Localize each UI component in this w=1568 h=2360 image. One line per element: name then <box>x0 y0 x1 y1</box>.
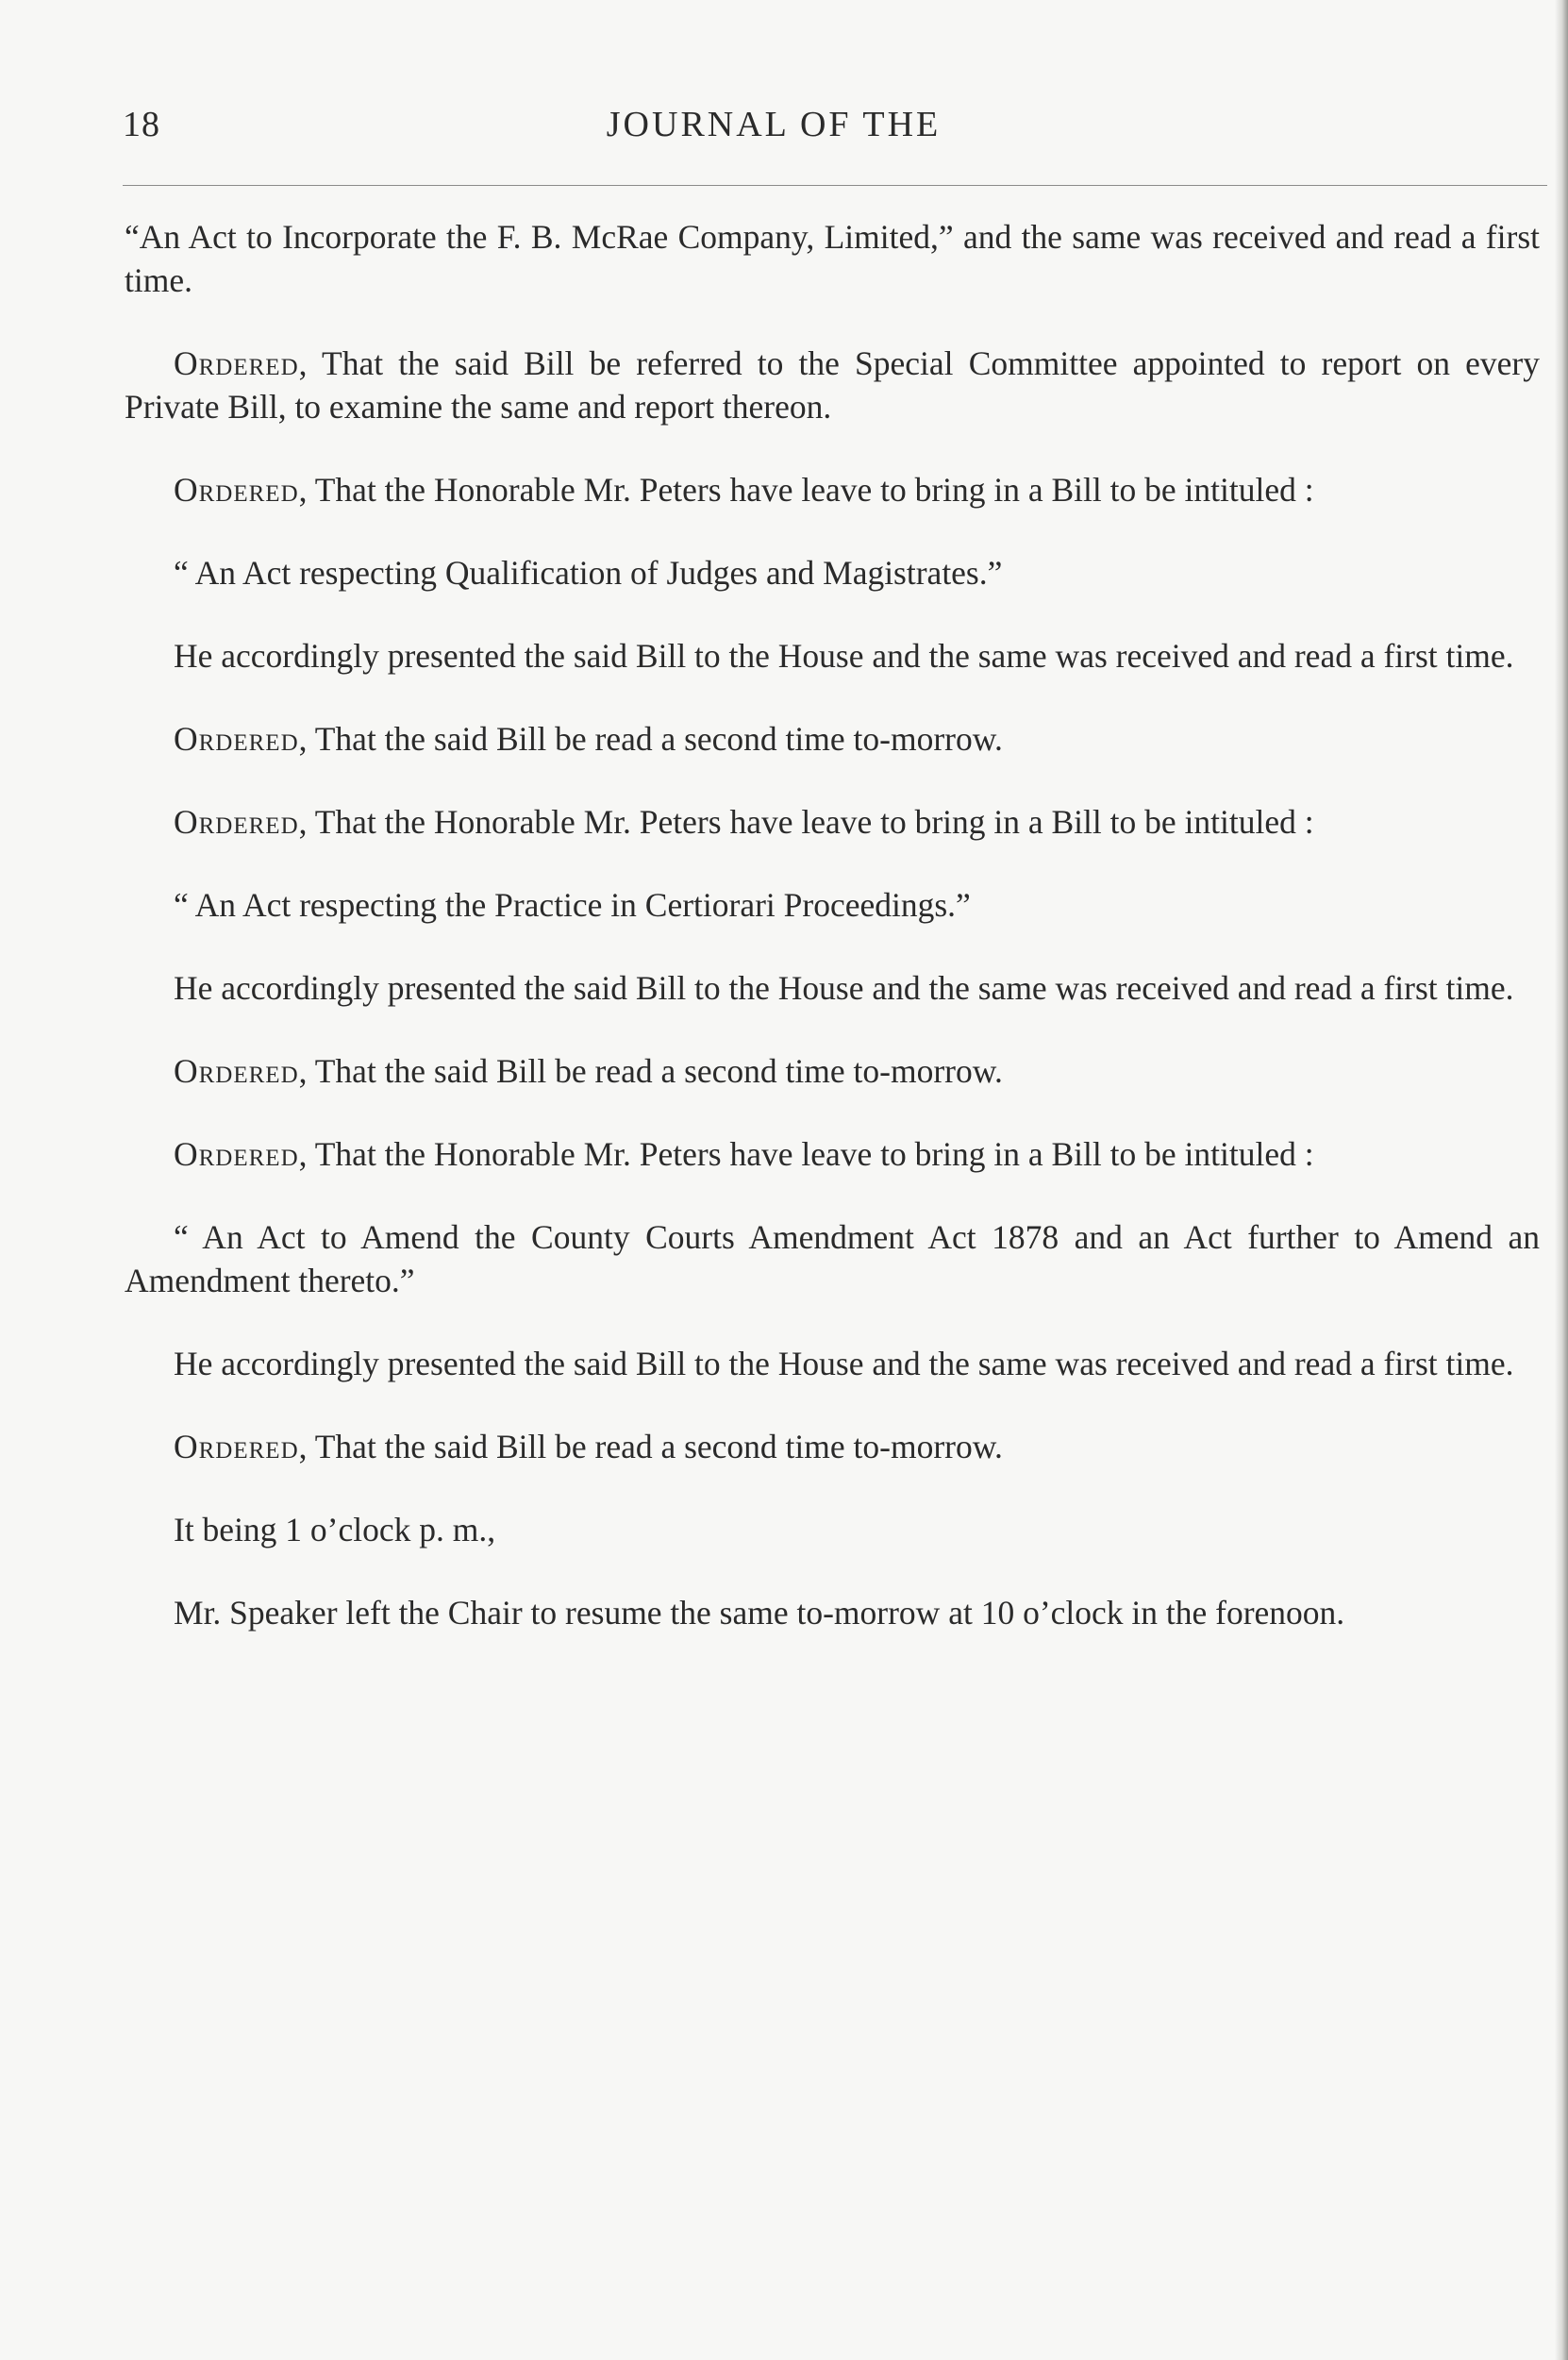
bill-title: “ An Act to Amend the County Courts Amendment Act 1878 and an Act further to Amend an Amendment thereto.” <box>125 1218 1540 1299</box>
paragraph-10 <box>125 1049 1540 1093</box>
paragraph-6 <box>125 717 1540 761</box>
paragraph-text: , That the said Bill be read a second time to-morrow. <box>298 1052 1003 1090</box>
page-number: 18 <box>123 105 160 144</box>
paragraph-4 <box>125 551 1540 594</box>
paragraph-text: He accordingly presented the said Bill to the House and the same was received and read a first time. <box>174 637 1514 675</box>
header-rule <box>123 185 1547 186</box>
ordered-lead: Ordered <box>174 344 299 382</box>
running-title: JOURNAL OF THE <box>606 105 942 144</box>
paragraph-text: Mr. Speaker left the Chair to resume the same to-morrow at 10 o’clock in the forenoon. <box>174 1594 1345 1632</box>
paragraph-3 <box>125 468 1540 511</box>
ordered-lead: Ordered <box>174 803 299 841</box>
paragraph-1 <box>125 215 1540 302</box>
paragraph-7 <box>125 800 1540 844</box>
paragraph-14 <box>125 1425 1540 1468</box>
paragraph-9 <box>125 966 1540 1010</box>
paragraph-text: , That the said Bill be read a second time to-morrow. <box>298 1428 1003 1465</box>
paragraph-text: “An Act to Incorporate the F. B. McRae Company, Limited,” and the same was received and read a first time. <box>125 218 1540 299</box>
ordered-lead: Ordered <box>174 720 299 758</box>
bill-title: “ An Act respecting Qualification of Judges and Magistrates.” <box>174 554 1003 592</box>
bill-title: “ An Act respecting the Practice in Certiorari Proceedings.” <box>174 886 971 924</box>
paragraph-text: , That the said Bill be referred to the Special Committee appointed to report on every Private Bill, to examine the same and report thereon. <box>125 344 1540 426</box>
paragraph-12 <box>125 1215 1540 1302</box>
ordered-lead: Ordered <box>174 1052 299 1090</box>
paragraph-text: , That the Honorable Mr. Peters have leave to bring in a Bill to be intituled : <box>298 1135 1314 1173</box>
paragraph-11 <box>125 1132 1540 1176</box>
paragraph-2 <box>125 342 1540 428</box>
journal-body <box>125 215 1540 1674</box>
paragraph-text: He accordingly presented the said Bill to the House and the same was received and read a first time. <box>174 969 1514 1007</box>
paragraph-text: , That the Honorable Mr. Peters have leave to bring in a Bill to be intituled : <box>298 803 1314 841</box>
paragraph-text: , That the said Bill be read a second time to-morrow. <box>298 720 1003 758</box>
paragraph-8 <box>125 883 1540 927</box>
ordered-lead: Ordered <box>174 471 299 509</box>
paragraph-text: , That the Honorable Mr. Peters have leave to bring in a Bill to be intituled : <box>298 471 1314 509</box>
paragraph-13 <box>125 1342 1540 1385</box>
page-edge-shadow <box>1555 0 1568 2360</box>
paragraph-text: He accordingly presented the said Bill to the House and the same was received and read a first time. <box>174 1345 1514 1382</box>
paragraph-text: It being 1 o’clock p. m., <box>174 1511 496 1548</box>
ordered-lead: Ordered <box>174 1428 299 1465</box>
ordered-lead: Ordered <box>174 1135 299 1173</box>
paragraph-15 <box>125 1508 1540 1551</box>
paragraph-16 <box>125 1591 1540 1634</box>
page-header <box>123 104 1547 151</box>
paragraph-5 <box>125 634 1540 678</box>
